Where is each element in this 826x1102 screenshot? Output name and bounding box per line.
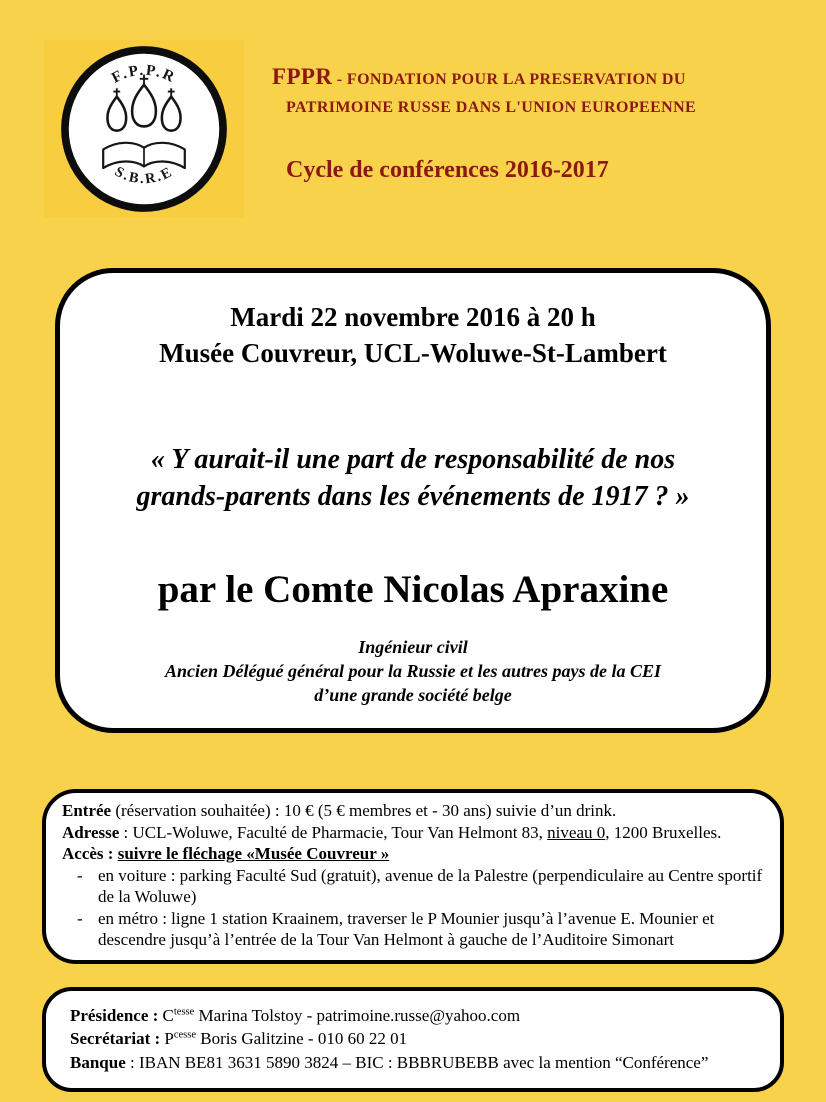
honorific-sup: tesse — [173, 1005, 195, 1017]
access-line — [62, 843, 764, 865]
speaker-name: par le Comte Nicolas Apraxine — [157, 568, 669, 611]
logo-text-top: F.P.P.R — [108, 61, 179, 87]
access-bullet-metro — [62, 908, 764, 951]
banque-text: : IBAN BE81 3631 5890 3824 – BIC : BBBRUBEBB avec la mention “Conférence” — [125, 1052, 709, 1072]
acces-signposting: suivre le fléchage «Musée Couvreur » — [117, 844, 390, 863]
event-box — [55, 268, 771, 733]
access-by-car-text: en voiture : parking Faculté Sud (gratuit), avenue de la Palestre (perpendiculaire au Centre sportif de la Woluwe) — [98, 865, 763, 906]
presidence-label: Présidence : — [70, 1005, 159, 1025]
acces-label: Accès — [62, 844, 104, 863]
speaker-title3: d’une grande société belge — [314, 685, 512, 705]
event-venue: Musée Couvreur, UCL-Woluwe-St-Lambert — [159, 338, 667, 368]
secretariat-label: Secrétariat : — [70, 1029, 161, 1048]
header — [0, 0, 826, 218]
bullet-marker: - — [77, 908, 83, 928]
org-name-line2: PATRIMOINE RUSSE DANS L'UNION EUROPEENNE — [286, 99, 697, 116]
org-name-part1: FONDATION POUR LA PRESERVATION DU — [346, 71, 686, 88]
honorific-base: C — [162, 1005, 174, 1025]
honorific-sup: cesse — [173, 1029, 197, 1041]
event-date: Mardi 22 novembre 2016 à 20 h — [230, 302, 596, 332]
entree-label: Entrée — [62, 801, 112, 820]
presidence-contact-text: Marina Tolstoy - patrimoine.russe@yahoo.com — [194, 1005, 521, 1025]
fppr-logo — [44, 40, 244, 218]
entree-text: (réservation souhaitée) : 10 € (5 € membres et - 30 ans) suivie d’un drink. — [111, 801, 617, 820]
org-abbreviation: FPPR — [272, 64, 333, 89]
access-by-metro-text: en métro : ligne 1 station Kraainem, traverser le P Mounier jusqu’à l’avenue E. Mounier et descendre jusqu’à l’entrée de la Tour Van Helmont à gauche de l’Auditoire Simonart — [98, 908, 715, 949]
logo-text-bottom: S.B.R.E — [111, 163, 177, 188]
adresse-label: Adresse — [62, 822, 120, 842]
bank-line — [70, 1051, 756, 1075]
presidence-line — [70, 1004, 756, 1028]
fppr-sbre-logo-icon — [59, 44, 229, 214]
cycle-title: Cycle de conférences 2016-2017 — [286, 157, 609, 183]
adresse-text1: : UCL-Woluwe, Faculté de Pharmacie, Tour Van Helmont 83, — [119, 822, 548, 842]
quote-line1: « Y aurait-il une part de responsabilité de nos — [150, 444, 676, 475]
org-separator: - — [332, 71, 347, 88]
contact-box — [42, 987, 784, 1093]
secretariat-line — [70, 1027, 756, 1051]
acces-separator: : — [103, 844, 118, 863]
address-line — [62, 822, 764, 844]
secretariat-contact-text: Boris Galitzine - 010 60 22 01 — [196, 1029, 408, 1048]
practical-info-box — [42, 789, 784, 964]
secretariat-honorific — [164, 1029, 196, 1048]
speaker-title1: Ingénieur civil — [358, 637, 468, 657]
presidence-honorific — [163, 1006, 195, 1025]
quote-line2: grands-parents dans les événements de 1917 ? » — [136, 481, 690, 512]
lecture-title-quote — [88, 441, 738, 515]
speaker-description — [88, 635, 738, 707]
honorific-base: P — [164, 1029, 174, 1048]
entrance-fee-line — [62, 800, 764, 822]
adresse-text2: , 1200 Bruxelles. — [605, 822, 722, 842]
org-name-line1 — [272, 64, 696, 90]
speaker-title2: Ancien Délégué général pour la Russie et les autres pays de la CEI — [164, 661, 661, 681]
adresse-level: niveau 0 — [547, 822, 606, 842]
header-text — [272, 40, 696, 184]
bullet-marker: - — [77, 865, 83, 885]
banque-label: Banque — [70, 1052, 126, 1072]
access-bullet-car — [62, 865, 764, 908]
